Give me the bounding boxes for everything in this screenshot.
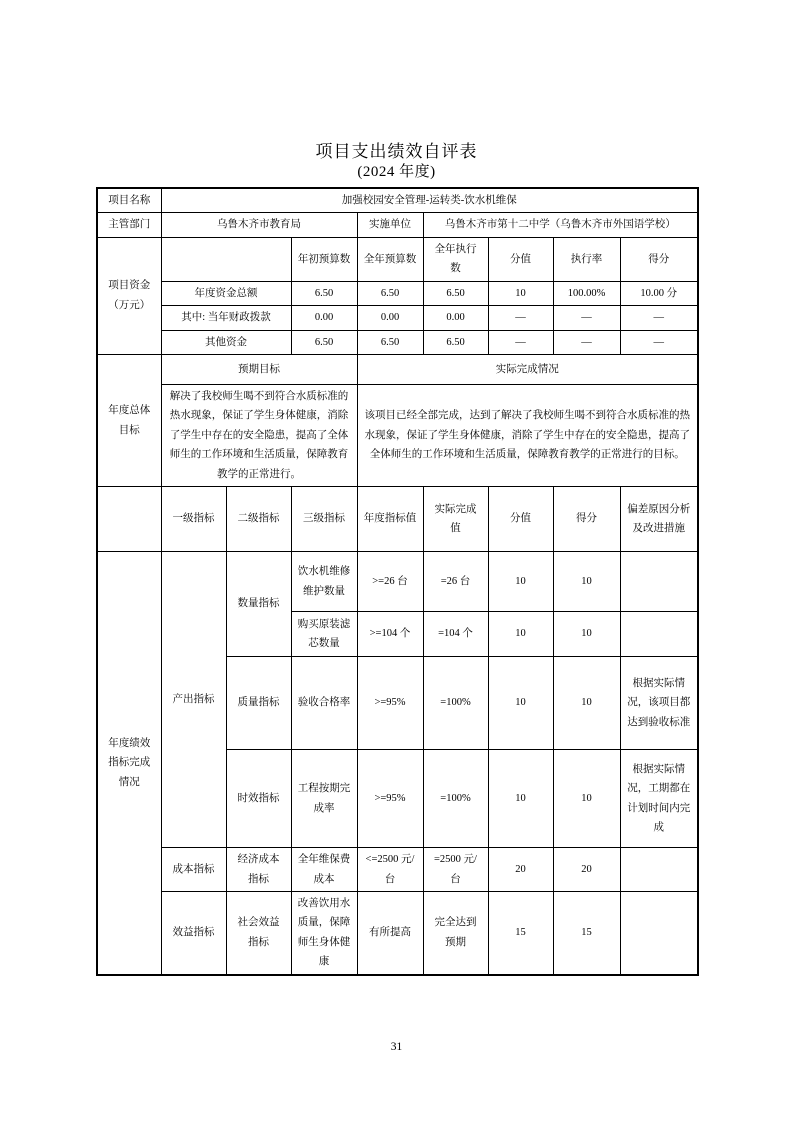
indicator-row-cost (97, 848, 698, 892)
indicator-deviation (620, 612, 698, 657)
indicator-actual: =104 个 (423, 612, 488, 657)
funding-other-executed: 6.50 (423, 330, 488, 354)
indicator-level1-output: 产出指标 (161, 552, 226, 848)
implementing-unit-value: 乌鲁木齐市第十二中学（乌鲁木齐市外国语学校） (423, 213, 698, 237)
page-number: 31 (390, 1041, 403, 1053)
funding-fiscal-rate: — (553, 306, 620, 330)
indicator-level3: 验收合格率 (291, 657, 357, 750)
indicator-header-score: 分值 (488, 487, 553, 552)
funding-header-annual-execution: 全年执行数 (423, 237, 488, 281)
indicator-level2-economic-cost: 经济成本指标 (226, 848, 291, 892)
funding-other-score: — (488, 330, 553, 354)
funding-total-points: 10.00 分 (620, 281, 698, 305)
indicator-level1-cost: 成本指标 (161, 848, 226, 892)
indicator-target: >=104 个 (357, 612, 423, 657)
indicator-score: 10 (488, 750, 553, 848)
project-name-value: 加强校园安全管理-运转类-饮水机维保 (161, 188, 698, 213)
department-value: 乌鲁木齐市教育局 (161, 213, 357, 237)
funding-header-row (97, 237, 698, 281)
funding-header-annual-budget: 全年预算数 (357, 237, 423, 281)
indicator-target: >=95% (357, 657, 423, 750)
funding-total-row (97, 281, 698, 305)
goal-header-row (97, 354, 698, 384)
funding-header-points: 得分 (620, 237, 698, 281)
funding-fiscal-initial: 0.00 (291, 306, 357, 330)
funding-total-label: 年度资金总额 (161, 281, 291, 305)
funding-other-annual: 6.50 (357, 330, 423, 354)
indicator-score: 20 (488, 848, 553, 892)
department-label: 主管部门 (97, 213, 161, 237)
indicator-score: 15 (488, 892, 553, 975)
funding-section-label: 项目资金（万元） (97, 237, 161, 354)
indicator-deviation (620, 892, 698, 975)
funding-other-label: 其他资金 (161, 330, 291, 354)
indicator-score: 10 (488, 612, 553, 657)
indicator-header-level2: 二级指标 (226, 487, 291, 552)
funding-other-initial: 6.50 (291, 330, 357, 354)
funding-total-executed: 6.50 (423, 281, 488, 305)
project-name-label: 项目名称 (97, 188, 161, 213)
funding-fiscal-points: — (620, 306, 698, 330)
indicator-header-actual: 实际完成值 (423, 487, 488, 552)
indicator-header-points: 得分 (553, 487, 620, 552)
indicator-target: 有所提高 (357, 892, 423, 975)
indicator-row-quantity-1 (97, 552, 698, 612)
funding-total-rate: 100.00% (553, 281, 620, 305)
goal-actual-text: 该项目已经全部完成，达到了解决了我校师生喝不到符合水质标准的热水现象，保证了学生身体健康，消除了学生中存在的安全隐患，提高了全体师生的工作环境和生活质量，保障教育教学的正常进行的目标。 (357, 384, 698, 486)
self-evaluation-table (96, 187, 699, 976)
funding-fiscal-row (97, 306, 698, 330)
indicator-deviation (620, 848, 698, 892)
indicator-level3: 购买原装滤芯数量 (291, 612, 357, 657)
funding-fiscal-annual: 0.00 (357, 306, 423, 330)
funding-header-score-value: 分值 (488, 237, 553, 281)
indicator-target: <=2500 元/台 (357, 848, 423, 892)
indicator-score: 10 (488, 657, 553, 750)
indicator-section-label: 年度绩效指标完成情况 (97, 552, 161, 975)
indicator-level3: 工程按期完成率 (291, 750, 357, 848)
funding-other-row (97, 330, 698, 354)
indicator-level3: 饮水机维修维护数量 (291, 552, 357, 612)
goal-expected-text: 解决了我校师生喝不到符合水质标准的热水现象，保证了学生身体健康，消除了学生中存在的安全隐患，提高了全体师生的工作环境和生活质量，保障教育教学的正常进行。 (161, 384, 357, 486)
indicator-target: >=26 台 (357, 552, 423, 612)
indicator-level2-quantity: 数量指标 (226, 552, 291, 657)
indicator-level1-benefit: 效益指标 (161, 892, 226, 975)
indicator-level2-timeliness: 时效指标 (226, 750, 291, 848)
indicator-deviation: 根据实际情况，该项目都达到验收标准 (620, 657, 698, 750)
funding-total-annual: 6.50 (357, 281, 423, 305)
indicator-actual: =100% (423, 657, 488, 750)
funding-fiscal-label: 其中: 当年财政拨款 (161, 306, 291, 330)
indicator-row-benefit (97, 892, 698, 975)
indicator-actual: =26 台 (423, 552, 488, 612)
indicator-empty-header-cell (97, 487, 161, 552)
indicator-actual: 完全达到预期 (423, 892, 488, 975)
indicator-header-deviation: 偏差原因分析及改进措施 (620, 487, 698, 552)
indicator-points: 15 (553, 892, 620, 975)
funding-empty-header-cell (161, 237, 291, 281)
indicator-points: 10 (553, 750, 620, 848)
project-name-row (97, 188, 698, 213)
funding-header-execution-rate: 执行率 (553, 237, 620, 281)
indicator-points: 10 (553, 552, 620, 612)
indicator-header-level3: 三级指标 (291, 487, 357, 552)
funding-other-rate: — (553, 330, 620, 354)
indicator-header-target: 年度指标值 (357, 487, 423, 552)
indicator-level3: 改善饮用水质量，保障师生身体健康 (291, 892, 357, 975)
indicator-points: 20 (553, 848, 620, 892)
indicator-actual: =100% (423, 750, 488, 848)
funding-fiscal-score: — (488, 306, 553, 330)
indicator-target: >=95% (357, 750, 423, 848)
goal-section-label: 年度总体目标 (97, 354, 161, 486)
department-row (97, 213, 698, 237)
indicator-level2-quality: 质量指标 (226, 657, 291, 750)
funding-total-initial: 6.50 (291, 281, 357, 305)
indicator-header-row (97, 487, 698, 552)
funding-header-initial-budget: 年初预算数 (291, 237, 357, 281)
indicator-score: 10 (488, 552, 553, 612)
indicator-deviation (620, 552, 698, 612)
implementing-unit-label: 实施单位 (357, 213, 423, 237)
indicator-points: 10 (553, 657, 620, 750)
indicator-level2-social-benefit: 社会效益指标 (226, 892, 291, 975)
page-title: 项目支出绩效自评表 (315, 142, 478, 161)
funding-fiscal-executed: 0.00 (423, 306, 488, 330)
goal-actual-header: 实际完成情况 (357, 354, 698, 384)
goal-expected-header: 预期目标 (161, 354, 357, 384)
indicator-level3: 全年维保费成本 (291, 848, 357, 892)
indicator-points: 10 (553, 612, 620, 657)
indicator-header-level1: 一级指标 (161, 487, 226, 552)
indicator-actual: =2500 元/台 (423, 848, 488, 892)
goal-content-row (97, 384, 698, 486)
funding-total-score: 10 (488, 281, 553, 305)
indicator-deviation: 根据实际情况，工期都在计划时间内完成 (620, 750, 698, 848)
page-subtitle: (2024 年度) (357, 164, 436, 180)
funding-other-points: — (620, 330, 698, 354)
